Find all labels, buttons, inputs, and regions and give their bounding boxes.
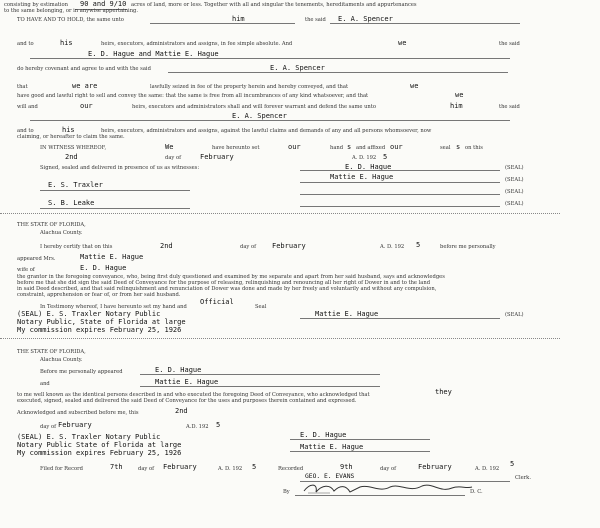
- we-are: we are: [72, 82, 98, 90]
- ack2-acknowledged: Acknowledged and subscribed before me, this: [17, 410, 139, 416]
- witness-month: February: [200, 153, 234, 161]
- seal-1: (SEAL): [505, 165, 524, 171]
- ack2-day-of: day of: [40, 424, 57, 430]
- ack2-year: 5: [216, 421, 221, 429]
- text-and-to-1: and to: [17, 41, 34, 47]
- acres-value: 90 and 9/10: [80, 0, 127, 8]
- signature-mattie-hague-1: Mattie E. Hague: [330, 173, 394, 181]
- ack1-before-me: before me personally: [440, 244, 496, 250]
- text-that: that: [17, 84, 28, 90]
- text-against-claims: heirs, executors, administrators and assigns, against the lawful claims and demands of any and all persons whomsoever, now: [101, 128, 432, 134]
- record-recorded: Recorded: [278, 466, 304, 472]
- text-covenant: do hereby covenant and agree to and with the said: [17, 66, 151, 72]
- ack1-seal-word: Seal: [255, 304, 267, 310]
- text-hand: hand: [330, 145, 344, 151]
- seal-2: (SEAL): [505, 177, 524, 183]
- text-the-said-2: the said: [499, 41, 520, 47]
- ack1-day: 2nd: [160, 242, 173, 250]
- clerk-label: Clerk.: [515, 475, 531, 481]
- ack2-and: and: [40, 381, 50, 387]
- ack1-mrs-name: Mattie E. Hague: [80, 253, 144, 261]
- record-recorded-day: 9th: [340, 463, 353, 471]
- seal-4: (SEAL): [505, 201, 524, 207]
- record-ad-2: A. D. 192: [475, 466, 500, 472]
- ack1-text-3: in said Deed described, and that said relinquishment and renunciation of Dower was done and made by her freely and voluntarily and without any compulsion,: [17, 286, 437, 292]
- ack1-seal: (SEAL): [505, 312, 524, 318]
- text-on-this: on this: [465, 145, 483, 151]
- ack1-notary-line-3: My commission expires February 25, 1926: [17, 326, 182, 334]
- record-by: By: [283, 489, 290, 495]
- text-day-of-1: day of: [165, 155, 182, 161]
- text-and-affixed: and affixed: [356, 145, 386, 151]
- text-seal: seal: [440, 145, 451, 151]
- section-divider-2: [0, 338, 560, 339]
- witness-1: E. S. Traxler: [48, 181, 103, 189]
- our-1: our: [80, 102, 93, 110]
- deputy-clerk-signature: [300, 481, 475, 495]
- ack1-ad: A. D. 192: [380, 244, 405, 250]
- record-ad-1: A. D. 192: [218, 466, 243, 472]
- record-recorded-month: February: [418, 463, 452, 471]
- ack2-notary-line-1: (SEAL) E. S. Traxler Notary Public: [17, 433, 161, 441]
- ack1-notary-line-2: Notary Public, State of Florida at large: [17, 318, 186, 326]
- record-filed: Filed for Record: [40, 466, 83, 472]
- text-the-said-1: the said: [305, 17, 326, 23]
- text-to-have-and-hold: TO HAVE AND TO HOLD, the same unto: [17, 17, 124, 23]
- ack1-testimony: In Testimony whereof, I have hereunto set my hand and: [40, 304, 187, 310]
- text-will-and: will and: [17, 104, 38, 110]
- ack1-text-4: constraint, apprehension or fear of, or from her said husband.: [17, 292, 181, 298]
- ack1-notary-line-1: (SEAL) E. S. Traxler Notary Public: [17, 310, 161, 318]
- text-warrant-defend: heirs, executors and administrators shall and will forever warrant and defend the same unto: [132, 104, 376, 110]
- his-2: his: [62, 126, 75, 134]
- ack1-text-2: before me that she did sign the said Deed of Conveyance for the purpose of releasing, relinquishing and renouncing all her right of Dower in and to the land: [17, 280, 431, 286]
- text-and-to-2: and to: [17, 128, 34, 134]
- record-dc: D. C.: [470, 489, 483, 495]
- ack1-text-1: the grantor in the foregoing conveyance, who, being first duly questioned and examined by me separate and apart from her said husband, says and acknowledges: [17, 274, 445, 280]
- ack2-text-1: to me well known as the identical persons described in and who executed the foregoing Deed of Conveyance, who acknowledged that: [17, 392, 370, 398]
- ack2-notary-line-3: My commission expires February 25, 1926: [17, 449, 182, 457]
- ack2-month: February: [58, 421, 92, 429]
- ack1-official: Official: [200, 298, 234, 306]
- record-day-of-1: day of: [138, 466, 155, 472]
- text-lawfully-seized: lawfully seized in fee of the property herein and hereby conveyed, and that: [150, 84, 349, 90]
- text-good-and-lawful: have good and lawful right to sell and convey the same: that the same is free from all incumbrances of any kind whatsoever, and that: [17, 93, 369, 99]
- ack2-signature-2: Mattie E. Hague: [300, 443, 364, 451]
- ack2-county: Alachua County.: [40, 357, 83, 363]
- text-the-said-3: the said: [499, 104, 520, 110]
- his-1: his: [60, 39, 73, 47]
- signature-ed-hague-1: E. D. Hague: [345, 163, 392, 171]
- record-filed-day: 7th: [110, 463, 123, 471]
- seal-s: s: [456, 143, 461, 151]
- we-2: we: [410, 82, 419, 90]
- witness-year: 5: [383, 153, 388, 161]
- grantee-name-3: E. A. Spencer: [232, 112, 287, 120]
- ack1-appeared: appeared Mrs.: [17, 256, 56, 262]
- ack1-husband: E. D. Hague: [80, 264, 127, 272]
- text-consisting: consisting by estimation: [4, 2, 69, 8]
- text-appertaining: to the same belonging, or in anywise appertaining.: [4, 8, 139, 14]
- text-in-witness: IN WITNESS WHEREOF,: [40, 145, 107, 151]
- record-day-of-2: day of: [380, 466, 397, 472]
- ack2-name-1: E. D. Hague: [155, 366, 202, 374]
- ack2-ad: A.D. 192: [186, 424, 209, 430]
- clerk-name: GEO. E. EVANS: [305, 473, 355, 480]
- our-3: our: [390, 143, 403, 151]
- ack2-state: THE STATE OF FLORIDA,: [17, 349, 86, 355]
- witness-day: 2nd: [65, 153, 78, 161]
- ack2-day: 2nd: [175, 407, 188, 415]
- record-filed-year: 5: [252, 463, 257, 471]
- ack2-text-2: executed, signed, sealed and delivered the said Deed of Conveyance for the uses and purposes therein contained and expressed.: [17, 398, 357, 404]
- ack1-day-of: day of: [240, 244, 257, 250]
- ack1-year: 5: [416, 241, 421, 249]
- ack2-notary-line-2: Notary Public State of Florida at large: [17, 441, 182, 449]
- we-3: we: [455, 91, 464, 99]
- ack1-signature: Mattie E. Hague: [315, 310, 379, 318]
- section-divider-1: [0, 213, 560, 214]
- witness-2: S. B. Leake: [48, 199, 95, 207]
- text-have-hereunto: have hereunto set: [212, 145, 260, 151]
- record-recorded-year: 5: [510, 460, 515, 468]
- grantee-name-2: E. A. Spencer: [270, 64, 325, 72]
- hand-s: s: [347, 143, 352, 151]
- text-heirs-fee-simple: heirs, executors, administrators and assigns, in fee simple absolute. And: [101, 41, 293, 47]
- we-4: We: [165, 143, 174, 151]
- text-acres-land: acres of land, more or less. Together with all and singular the tenements, hereditaments and appurtenances: [131, 2, 417, 8]
- ack1-certify: I hereby certify that on this: [40, 244, 113, 250]
- grantee-name-1: E. A. Spencer: [338, 15, 393, 23]
- ack1-county: Alachua County.: [40, 230, 83, 236]
- record-filed-month: February: [163, 463, 197, 471]
- ack2-they: they: [435, 388, 452, 396]
- ack2-appeared: Before me personally appeared: [40, 369, 123, 375]
- ack2-signature-1: E. D. Hague: [300, 431, 347, 439]
- ack1-state: THE STATE OF FLORIDA,: [17, 222, 86, 228]
- ack1-month: February: [272, 242, 306, 250]
- ack1-wife-of: wife of: [17, 267, 35, 273]
- ack2-name-2: Mattie E. Hague: [155, 378, 219, 386]
- our-2: our: [288, 143, 301, 151]
- text-signed-sealed: Signed, sealed and delivered in presence of us as witnesses:: [40, 165, 200, 171]
- text-ad-1: A. D. 192: [352, 155, 377, 161]
- grantors-names: E. D. Hague and Mattie E. Hague: [88, 50, 219, 58]
- seal-3: (SEAL): [505, 189, 524, 195]
- text-claiming: claiming, or hereafter to claim the same.: [17, 134, 125, 140]
- him-1: him: [232, 15, 245, 23]
- we-1: we: [398, 39, 407, 47]
- him-2: him: [450, 102, 463, 110]
